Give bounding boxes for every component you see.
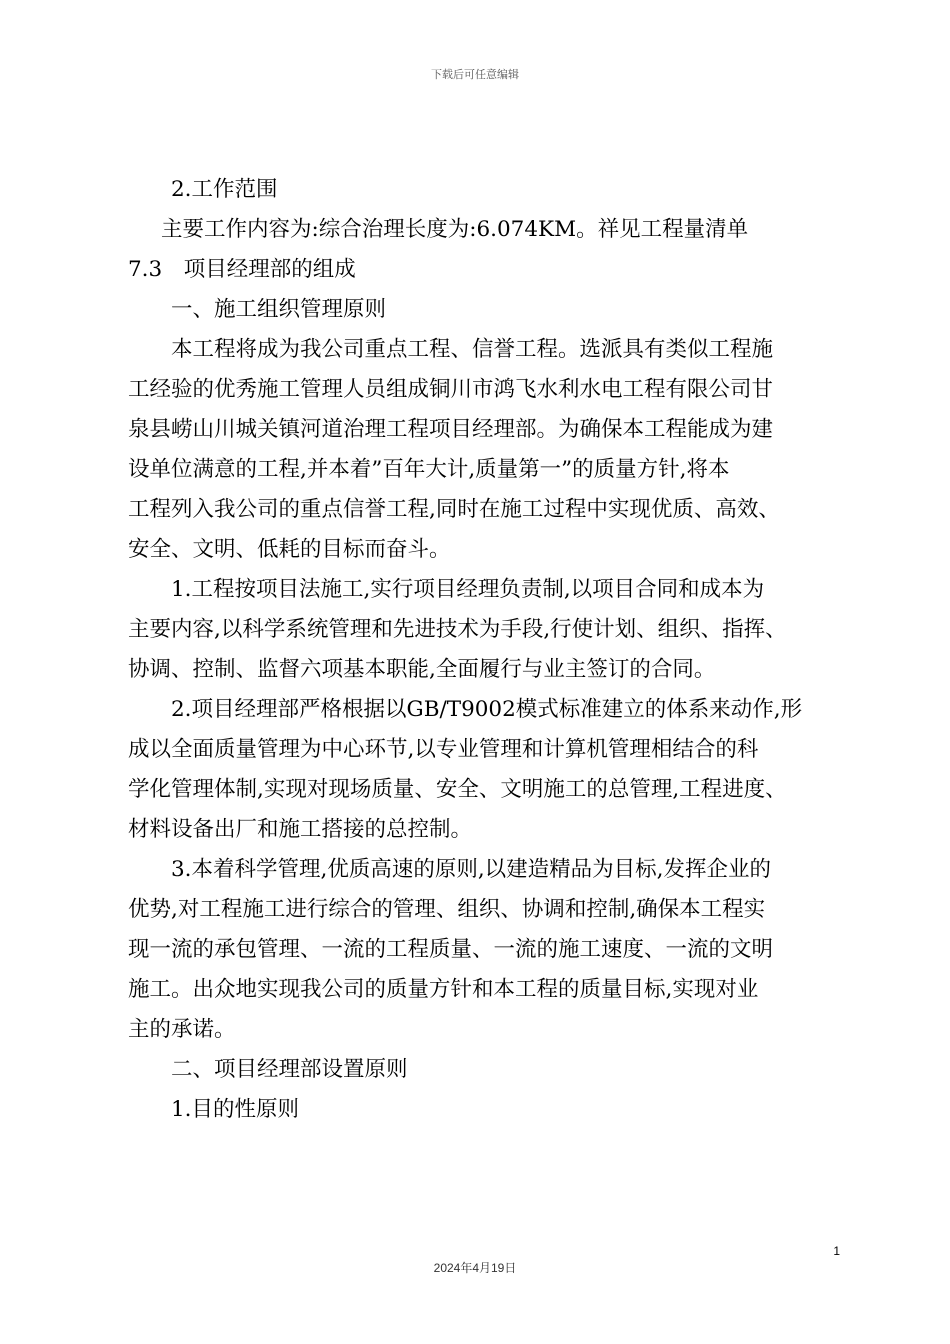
paragraph-line: 工程列入我公司的重点信誉工程,同时在施工过程中实现优质、高效、 [128, 497, 780, 522]
paragraph-line: 工经验的优秀施工管理人员组成铜川市鸿飞水利水电工程有限公司甘 [128, 377, 774, 402]
paragraph-line: 3.本着科学管理,优质高速的原则,以建造精品为目标,发挥企业的 [171, 857, 772, 882]
paragraph-line: 成以全面质量管理为中心环节,以专业管理和计算机管理相结合的科 [128, 737, 759, 762]
paragraph-line: 主要工作内容为:综合治理长度为:6.074KM。祥见工程量清单 [161, 217, 749, 242]
section-heading-7-3: 7.3 项目经理部的组成 [128, 257, 356, 282]
subheading-management-principles: 一、施工组织管理原则 [171, 297, 387, 322]
paragraph-line: 安全、文明、低耗的目标而奋斗。 [128, 537, 451, 562]
document-body [128, 170, 833, 1130]
subheading-purpose-principle: 1.目的性原则 [171, 1097, 300, 1122]
paragraph-line: 协调、控制、监督六项基本职能,全面履行与业主签订的合同。 [128, 657, 716, 682]
paragraph-line: 2.项目经理部严格根据以GB/T9002模式标准建立的体系来动作,形 [171, 697, 803, 722]
paragraph-line: 施工。出众地实现我公司的质量方针和本工程的质量目标,实现对业 [128, 977, 759, 1002]
footer-date: 2024年4月19日 [433, 1261, 517, 1275]
page-number: 1 [833, 1244, 840, 1258]
paragraph-line: 设单位满意的工程,并本着”百年大计,质量第一”的质量方针,将本 [128, 457, 730, 482]
paragraph-line: 泉县崂山川城关镇河道治理工程项目经理部。为确保本工程能成为建 [128, 417, 774, 442]
paragraph-line: 主要内容,以科学系统管理和先进技术为手段,行使计划、组织、指挥、 [128, 617, 787, 642]
paragraph-line: 主的承诺。 [128, 1017, 236, 1042]
paragraph-line: 1.工程按项目法施工,实行项目经理负责制,以项目合同和成本为 [171, 577, 765, 602]
paragraph-line: 优势,对工程施工进行综合的管理、组织、协调和控制,确保本工程实 [128, 897, 766, 922]
header-note: 下载后可任意编辑 [431, 68, 519, 81]
paragraph-line: 本工程将成为我公司重点工程、信誉工程。选派具有类似工程施 [171, 337, 774, 362]
subheading-department-principles: 二、项目经理部设置原则 [171, 1057, 408, 1082]
paragraph-line: 现一流的承包管理、一流的工程质量、一流的施工速度、一流的文明 [128, 937, 774, 962]
paragraph-line: 学化管理体制,实现对现场质量、安全、文明施工的总管理,工程进度、 [128, 777, 787, 802]
paragraph-line: 材料设备出厂和施工搭接的总控制。 [128, 817, 473, 842]
section-heading-work-scope: 2.工作范围 [171, 177, 278, 202]
